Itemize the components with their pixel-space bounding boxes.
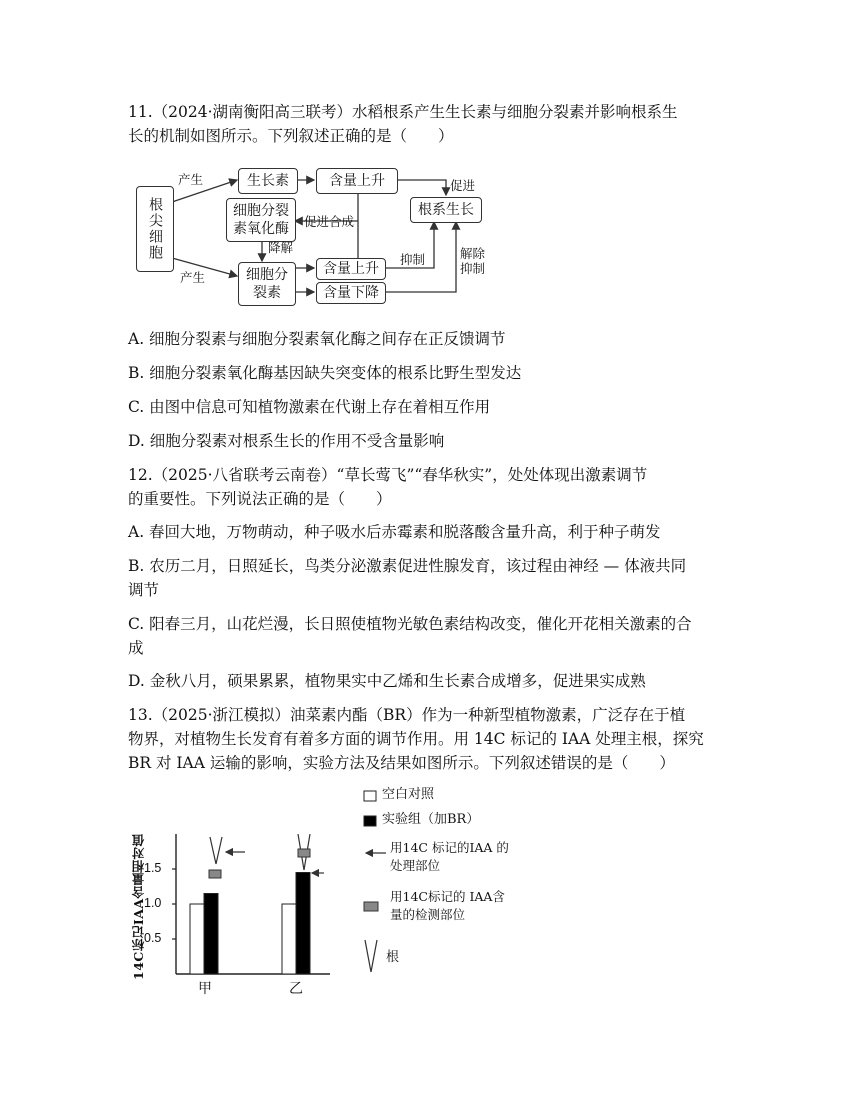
oxidase-label-line2: 素氧化酶 xyxy=(233,221,289,237)
y-axis-label: 14C标记IAA含量相对值 xyxy=(131,833,146,980)
q13-stem-line1: 13.（2025·浙江模拟）油菜素内酯（BR）作为一种新型植物激素，广泛存在于植 xyxy=(128,706,686,724)
q12-stem-line1: 12.（2025·八省联考云南卷）“草长莺飞”“春华秋实”，处处体现出激素调节 xyxy=(128,466,648,484)
q13-stem-line2: 物界，对植物生长发育有着多方面的调节作用。用 14C 标记的 IAA 处理主根，探究 xyxy=(128,730,704,748)
auxin-level-box xyxy=(316,168,398,194)
inhibit-label: 抑制 xyxy=(400,252,426,267)
q12-option-c[interactable]: C. 阳春三月，山花烂漫，长日照使植物光敏色素结构改变，催化开花相关激素的合 xyxy=(128,615,692,633)
legend-detect-swatch xyxy=(364,902,378,911)
degrade-label: 降解 xyxy=(268,240,294,255)
legend-root-icon xyxy=(365,940,377,972)
ck-down-box xyxy=(316,282,386,304)
bar-control-1 xyxy=(282,904,296,974)
ck-up-box xyxy=(316,258,386,280)
q11-stem-line1: 11.（2024·湖南衡阳高三联考）水稻根系产生生长素与细胞分裂素并影响根系生 xyxy=(128,103,678,121)
bar-experiment-0 xyxy=(204,894,218,975)
promote-label: 促进 xyxy=(450,178,476,193)
q11-option-c[interactable]: C. 由图中信息可知植物激素在代谢上存在着相互作用 xyxy=(128,398,491,416)
release-label xyxy=(460,246,485,276)
x-tick-jia: 甲 xyxy=(198,981,212,997)
x-tick-yi: 乙 xyxy=(289,981,303,997)
root-tip-box xyxy=(136,186,174,272)
legend-detect-label-line2: 量的检测部位 xyxy=(390,907,466,922)
oxidase-label-line1: 细胞分裂 xyxy=(233,203,289,219)
legend-control-label: 空白对照 xyxy=(382,787,435,802)
root-diagram-jia xyxy=(210,837,245,864)
promote-synth-label: 促进合成 xyxy=(304,214,355,229)
detect-site-yi xyxy=(298,849,310,857)
bar-experiment-1 xyxy=(296,873,310,975)
cytokinin-label-line1: 细胞分 xyxy=(246,267,288,283)
q12-option-b-cont: 调节 xyxy=(128,581,160,599)
legend-treat-label-line1: 用14C 标记的IAA 的 xyxy=(390,840,509,855)
detect-site-jia xyxy=(209,870,221,878)
ck-down-label: 含量下降 xyxy=(323,285,379,301)
oxidase-box xyxy=(226,198,296,242)
q12-stem-line2: 的重要性。下列说法正确的是（ ） xyxy=(128,490,392,508)
cytokinin-box xyxy=(238,262,296,306)
y-tick-label: 1.0 xyxy=(144,896,162,910)
q11-stem-line2: 长的机制如图所示。下列叙述正确的是（ ） xyxy=(128,127,454,145)
bar-control-0 xyxy=(190,904,204,974)
legend-detect-label-line1: 用14C标记的 IAA含 xyxy=(390,889,505,904)
legend-root-label: 根 xyxy=(386,950,400,965)
q11-option-a[interactable]: A. 细胞分裂素与细胞分裂素氧化酶之间存在正反馈调节 xyxy=(128,330,506,348)
legend-experiment-swatch xyxy=(364,816,376,826)
q12-option-a[interactable]: A. 春回大地，万物萌动，种子吸水后赤霉素和脱落酸含量升高，利于种子萌发 xyxy=(128,523,661,541)
legend-treat-label-line2: 处理部位 xyxy=(390,858,441,873)
legend-control-swatch xyxy=(364,791,376,801)
release-label-line2: 抑制 xyxy=(460,261,486,276)
q11-option-b[interactable]: B. 细胞分裂素氧化酶基因缺失突变体的根系比野生型发达 xyxy=(128,364,522,382)
legend-experiment-label: 实验组（加BR） xyxy=(382,812,480,827)
q12-option-b[interactable]: B. 农历二月，日照延长，鸟类分泌激素促进性腺发育，该过程由神经 — 体液共同 xyxy=(128,557,687,575)
q11-option-d[interactable]: D. 细胞分裂素对根系生长的作用不受含量影响 xyxy=(128,432,445,450)
produce-label-1: 产生 xyxy=(178,172,204,187)
root-growth-label: 根系生长 xyxy=(418,202,474,218)
produce-label-2: 产生 xyxy=(180,270,206,285)
q12-option-d[interactable]: D. 金秋八月，硕果累累，植物果实中乙烯和生长素合成增多，促进果实成熟 xyxy=(128,672,646,690)
q13-stem-line3: BR 对 IAA 运输的影响，实验方法及结果如图所示。下列叙述错误的是（ ） xyxy=(128,754,675,772)
ck-up-label: 含量上升 xyxy=(323,261,379,277)
auxin-level-label: 含量上升 xyxy=(329,173,385,189)
release-label-line1: 解除 xyxy=(460,246,486,261)
q11-diagram xyxy=(128,160,488,310)
auxin-box xyxy=(238,168,298,194)
y-tick-label: 0.5 xyxy=(144,931,162,945)
q13-chart xyxy=(128,782,548,1002)
auxin-label: 生长素 xyxy=(247,173,289,189)
q12-option-c-cont: 成 xyxy=(128,639,144,657)
root-tip-label: 根尖细胞 xyxy=(147,197,163,261)
root-growth-box xyxy=(410,197,482,223)
cytokinin-label-line2: 裂素 xyxy=(253,285,281,301)
y-tick-label: 1.5 xyxy=(144,861,162,875)
